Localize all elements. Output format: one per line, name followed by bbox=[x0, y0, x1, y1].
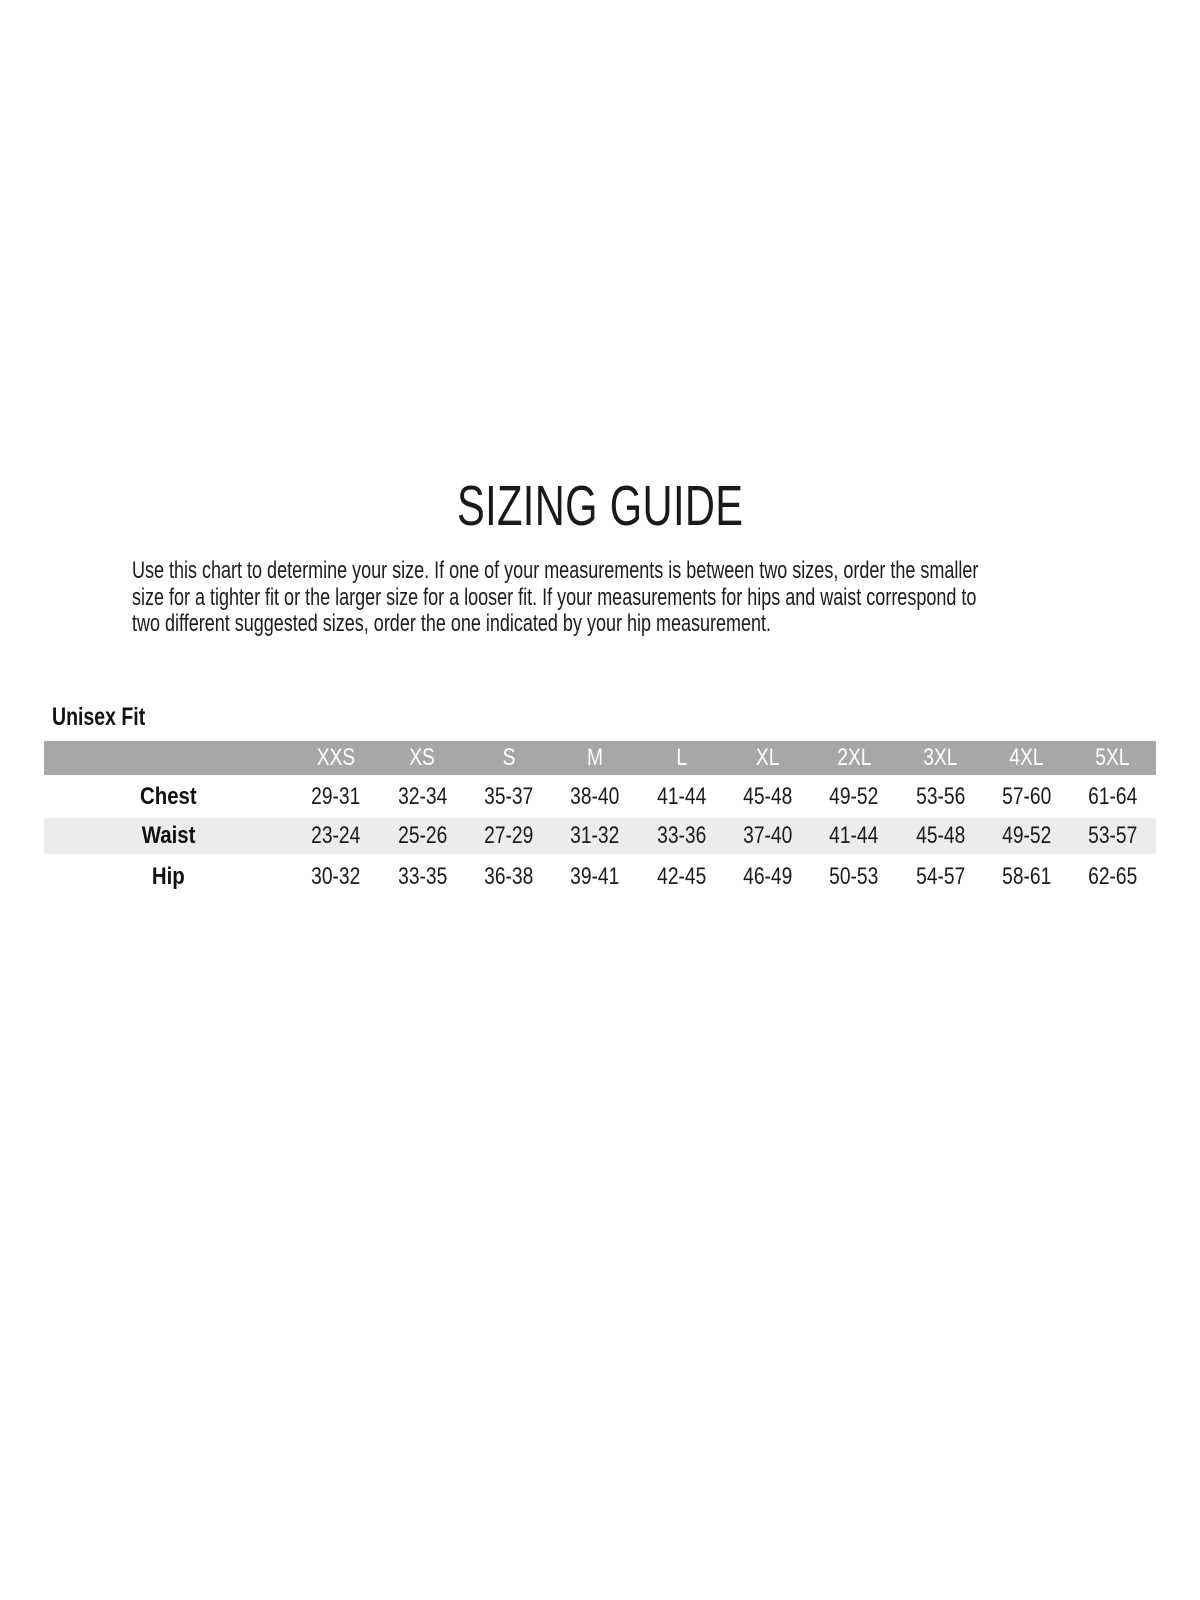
section-title-unisex-fit bbox=[52, 703, 171, 732]
cell-text: 33-35 bbox=[397, 863, 448, 890]
cell-hip-xl bbox=[724, 854, 810, 900]
cell-hip-l bbox=[638, 854, 724, 900]
section-title-text: Unisex Fit bbox=[52, 703, 146, 731]
size-header-text: M bbox=[587, 744, 604, 771]
cell-text: 53-56 bbox=[915, 782, 965, 810]
cell-waist-m bbox=[552, 818, 638, 854]
cell-chest-xs bbox=[379, 775, 465, 818]
size-header-2xl bbox=[811, 741, 897, 775]
cell-hip-2xl bbox=[811, 854, 897, 900]
intro-line-1: Use this chart to determine your size. If one of your measurements is between two sizes, order the smaller bbox=[132, 557, 979, 584]
table-row-waist bbox=[44, 818, 1156, 854]
cell-hip-3xl bbox=[897, 854, 983, 900]
size-header-text: 4XL bbox=[1009, 744, 1044, 771]
cell-hip-m bbox=[552, 854, 638, 900]
cell-text: 27-29 bbox=[484, 822, 534, 849]
size-header-xl bbox=[724, 741, 810, 775]
size-header-text: XXS bbox=[316, 744, 356, 771]
row-label-chest bbox=[44, 775, 293, 818]
cell-waist-xs bbox=[379, 818, 465, 854]
cell-text: 25-26 bbox=[397, 822, 448, 849]
size-header-4xl bbox=[983, 741, 1069, 775]
cell-hip-4xl bbox=[983, 854, 1069, 900]
cell-text: 49-52 bbox=[1001, 822, 1052, 849]
cell-text: 35-37 bbox=[484, 782, 534, 810]
cell-chest-xxs bbox=[293, 775, 379, 818]
size-header-text: 2XL bbox=[836, 744, 872, 771]
cell-text: 38-40 bbox=[570, 782, 620, 810]
cell-text: 45-48 bbox=[915, 822, 965, 849]
row-label-text: Chest bbox=[140, 782, 197, 810]
size-header-text: S bbox=[502, 744, 516, 771]
cell-waist-s bbox=[466, 818, 552, 854]
cell-text: 50-53 bbox=[829, 863, 879, 890]
cell-text: 41-44 bbox=[829, 822, 879, 849]
cell-hip-xxs bbox=[293, 854, 379, 900]
cell-text: 54-57 bbox=[915, 863, 965, 890]
cell-text: 33-36 bbox=[656, 822, 706, 849]
cell-hip-xs bbox=[379, 854, 465, 900]
cell-text: 31-32 bbox=[570, 822, 620, 849]
size-header-text: XS bbox=[409, 744, 436, 771]
cell-text: 53-57 bbox=[1088, 822, 1138, 849]
cell-waist-4xl bbox=[983, 818, 1069, 854]
cell-text: 39-41 bbox=[570, 863, 620, 890]
size-header-text: L bbox=[675, 744, 687, 771]
cell-chest-m bbox=[552, 775, 638, 818]
size-header-xs bbox=[379, 741, 465, 775]
sizing-table bbox=[44, 741, 1156, 900]
cell-text: 30-32 bbox=[311, 863, 361, 890]
cell-hip-5xl bbox=[1070, 854, 1156, 900]
size-header-text: 5XL bbox=[1095, 744, 1130, 771]
cell-hip-s bbox=[466, 854, 552, 900]
cell-chest-4xl bbox=[983, 775, 1069, 818]
cell-text: 58-61 bbox=[1001, 863, 1052, 890]
cell-text: 29-31 bbox=[311, 782, 361, 810]
row-label-hip bbox=[44, 854, 293, 900]
page-title: SIZING GUIDE bbox=[456, 474, 744, 538]
cell-waist-3xl bbox=[897, 818, 983, 854]
size-header-row bbox=[44, 741, 1156, 775]
size-header-s bbox=[466, 741, 552, 775]
row-label-waist bbox=[44, 818, 293, 854]
size-header-m bbox=[552, 741, 638, 775]
intro-line-3: two different suggested sizes, order the one indicated by your hip measurement. bbox=[132, 610, 772, 637]
cell-chest-xl bbox=[724, 775, 810, 818]
cell-chest-l bbox=[638, 775, 724, 818]
cell-chest-2xl bbox=[811, 775, 897, 818]
cell-waist-xl bbox=[724, 818, 810, 854]
cell-text: 61-64 bbox=[1088, 782, 1138, 810]
cell-text: 23-24 bbox=[311, 822, 361, 849]
size-header-xxs bbox=[293, 741, 379, 775]
header-corner-cell bbox=[44, 741, 293, 775]
cell-waist-2xl bbox=[811, 818, 897, 854]
row-label-text: Hip bbox=[152, 863, 185, 890]
cell-waist-l bbox=[638, 818, 724, 854]
cell-text: 37-40 bbox=[743, 822, 793, 849]
cell-text: 41-44 bbox=[656, 782, 706, 810]
cell-waist-5xl bbox=[1070, 818, 1156, 854]
cell-chest-5xl bbox=[1070, 775, 1156, 818]
cell-text: 42-45 bbox=[656, 863, 706, 890]
intro-paragraph bbox=[132, 558, 1200, 638]
cell-text: 36-38 bbox=[484, 863, 534, 890]
size-header-3xl bbox=[897, 741, 983, 775]
cell-chest-3xl bbox=[897, 775, 983, 818]
size-header-l bbox=[638, 741, 724, 775]
size-header-text: 3XL bbox=[923, 744, 958, 771]
intro-line-2: size for a tighter fit or the larger size for a looser fit. If your measurements for hips and waist correspond to bbox=[132, 583, 977, 611]
cell-text: 57-60 bbox=[1001, 782, 1052, 810]
table-row-hip bbox=[44, 854, 1156, 900]
size-header-text: XL bbox=[755, 744, 780, 771]
cell-text: 49-52 bbox=[829, 782, 879, 810]
cell-text: 62-65 bbox=[1088, 863, 1138, 890]
cell-text: 45-48 bbox=[743, 782, 793, 810]
row-label-text: Waist bbox=[141, 822, 196, 849]
cell-text: 46-49 bbox=[743, 863, 793, 890]
table-row-chest bbox=[44, 775, 1156, 818]
cell-text: 32-34 bbox=[397, 782, 448, 810]
cell-chest-s bbox=[466, 775, 552, 818]
page-title-wrap bbox=[0, 474, 1200, 538]
size-header-5xl bbox=[1070, 741, 1156, 775]
cell-waist-xxs bbox=[293, 818, 379, 854]
